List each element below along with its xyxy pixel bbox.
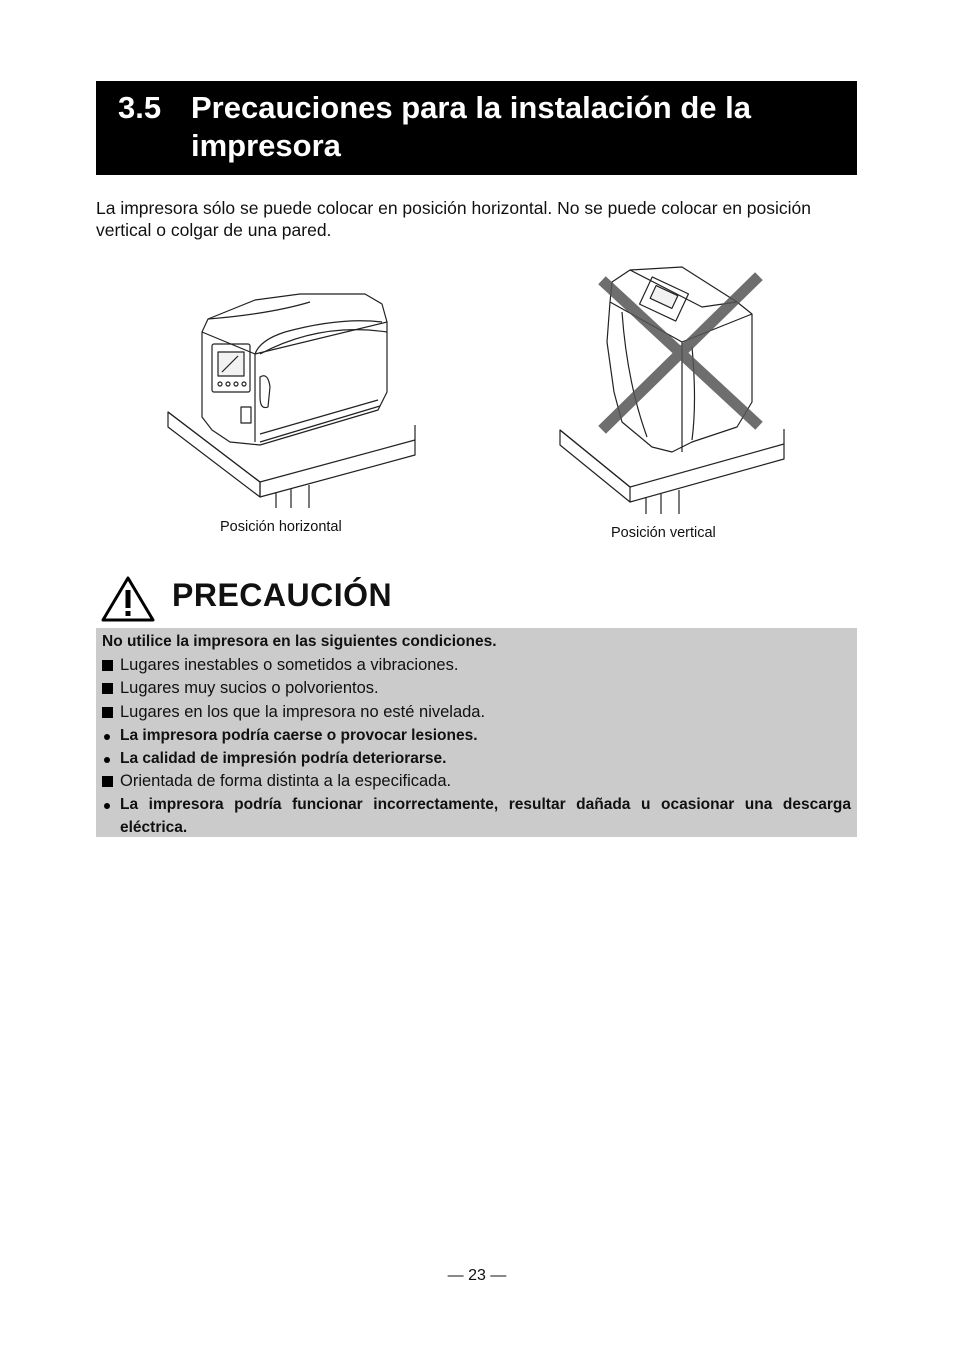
page-number: — 23 — (447, 1267, 507, 1284)
square-bullet-icon (102, 776, 113, 787)
square-bullet-icon (102, 707, 113, 718)
intro-paragraph: La impresora sólo se puede colocar en posición horizontal. No se puede colocar en posición vertical o colgar de una pared. (96, 198, 812, 240)
caution-item: Lugares en los que la impresora no esté nivelada. (102, 701, 851, 725)
caution-title: PRECAUCIÓN (172, 577, 393, 613)
round-bullet-icon (104, 734, 110, 740)
vertical-printer-illustration (552, 262, 792, 522)
round-bullet-icon (104, 803, 110, 809)
horizontal-position-caption: Posición horizontal (220, 519, 342, 535)
round-bullet-icon (104, 757, 110, 763)
caution-item: Lugares muy sucios o polvorientos. (102, 677, 851, 701)
caution-box (96, 628, 857, 837)
caution-item: Lugares inestables o sometidos a vibraciones. (102, 654, 851, 678)
caution-lead: No utilice la impresora en las siguientes condiciones. (102, 633, 497, 650)
square-bullet-icon (102, 683, 113, 694)
caution-consequence: La impresora podría funcionar incorrectamente, resultar dañada u ocasionar una descarga eléctrica. (102, 794, 851, 839)
caution-consequence: La impresora podría caerse o provocar lesiones. (102, 725, 851, 748)
caution-item: Orientada de forma distinta a la especificada. (102, 770, 851, 794)
section-title: Precauciones para la instalación de la impresora (191, 90, 751, 163)
warning-triangle-icon (100, 575, 156, 623)
section-header (96, 81, 857, 175)
square-bullet-icon (102, 660, 113, 671)
vertical-position-caption: Posición vertical (611, 525, 716, 541)
section-number: 3.5 (118, 90, 162, 125)
horizontal-printer-illustration (160, 292, 425, 514)
caution-consequence: La calidad de impresión podría deteriorarse. (102, 748, 851, 771)
